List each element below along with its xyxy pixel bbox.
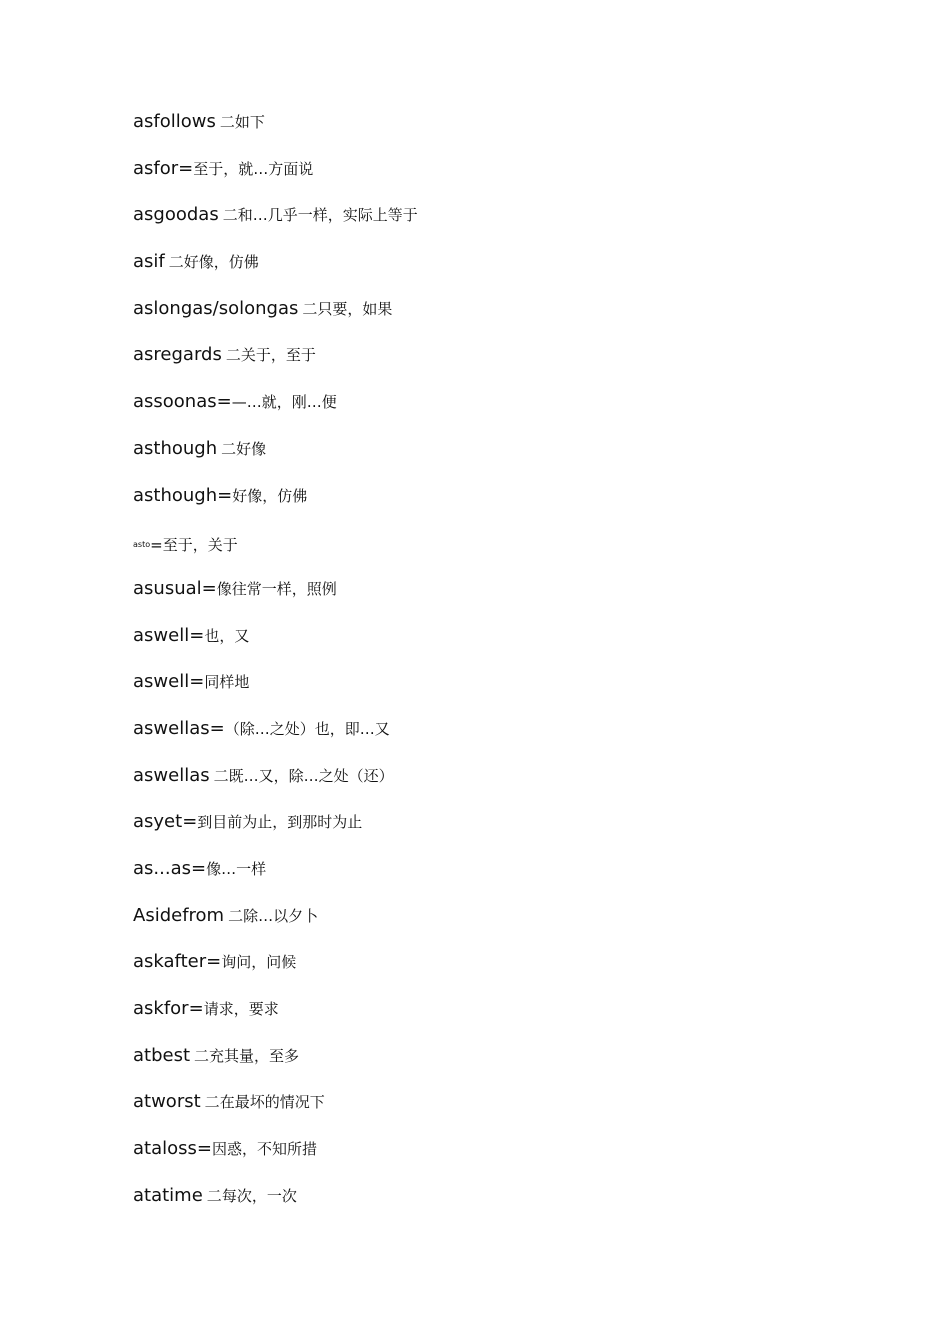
entry-gloss: 同样地: [204, 673, 250, 692]
entry-separator: 二: [168, 253, 184, 272]
entry-separator: 二: [206, 1186, 222, 1205]
entry-gloss: 除…以夕卜: [243, 906, 319, 925]
entry-term: asyet: [133, 811, 183, 833]
entry-gloss: 既…又，除…之处（还）: [228, 766, 394, 785]
entry-separator: 二: [221, 439, 237, 458]
entry-gloss: （除…之处）也，即…又: [224, 719, 390, 738]
vocabulary-entry: [133, 808, 893, 855]
entry-separator: =: [189, 671, 205, 693]
entry-gloss: 请求，要求: [203, 1000, 279, 1019]
entry-term: aslongas/solongas: [133, 297, 299, 319]
vocabulary-entry: [133, 248, 893, 295]
vocabulary-entry: [133, 948, 893, 995]
vocabulary-entry: [133, 855, 893, 902]
vocabulary-entry: [133, 435, 893, 482]
entry-separator: =: [189, 624, 205, 646]
vocabulary-entry: [133, 201, 893, 248]
entry-term: as...as: [133, 858, 191, 879]
vocabulary-entry: [133, 995, 893, 1042]
vocabulary-entry: [133, 668, 893, 715]
vocabulary-entry: [133, 715, 893, 762]
entry-separator: 二: [213, 766, 229, 785]
entry-gloss: 关于，至于: [240, 346, 316, 365]
entry-separator: =: [150, 536, 163, 555]
entry-separator: 二: [204, 1093, 220, 1112]
entry-gloss: 也，又: [204, 626, 250, 645]
entry-term: asusual: [133, 577, 202, 599]
entry-separator: =: [182, 811, 198, 833]
entry-separator: 二: [228, 906, 244, 925]
entry-gloss: —…就，刚…便: [231, 393, 337, 412]
entry-term: aswellas: [133, 764, 210, 786]
entry-term: aswell: [133, 671, 190, 693]
entry-separator: 二: [194, 1046, 210, 1065]
entry-separator: 二: [219, 113, 235, 131]
entry-term: Asidefrom: [133, 904, 225, 926]
vocabulary-entry: [133, 295, 893, 342]
entry-gloss: 如下: [234, 113, 265, 131]
entry-term: aswell: [133, 624, 190, 646]
vocabulary-entry: [133, 155, 893, 202]
entry-separator: =: [188, 998, 204, 1020]
vocabulary-entry: [133, 388, 893, 435]
entry-gloss: 像往常一样，照例: [216, 579, 337, 598]
entry-separator: =: [209, 717, 225, 739]
entry-gloss: 至于，关于: [162, 536, 238, 555]
entry-term: asthough: [133, 437, 218, 459]
entry-gloss: 至于，就…方面说: [193, 159, 314, 178]
entry-gloss: 好像，仿佛: [232, 486, 308, 505]
entry-term: atatime: [133, 1184, 203, 1206]
entry-gloss: 好像: [236, 439, 267, 458]
entry-separator: =: [206, 951, 222, 973]
entry-separator: =: [178, 157, 194, 179]
entry-gloss: 在最坏的情况下: [219, 1093, 325, 1112]
entry-separator: =: [190, 858, 207, 879]
entry-term: asthough: [133, 484, 218, 506]
entry-separator: =: [217, 484, 233, 506]
entry-gloss: 到目前为止，到那时为止: [197, 813, 363, 832]
entry-gloss: 每次，一次: [221, 1186, 297, 1205]
entry-term: asif: [133, 251, 165, 273]
vocabulary-entry: [133, 108, 893, 155]
vocabulary-entry: [133, 528, 893, 575]
entry-term: asfollows: [133, 111, 216, 132]
entry-term: aswellas: [133, 717, 210, 739]
entry-gloss: 好像，仿佛: [183, 253, 259, 272]
vocabulary-entry: [133, 1042, 893, 1089]
entry-term: atworst: [133, 1091, 201, 1113]
vocabulary-entry: [133, 902, 893, 949]
entry-separator: =: [216, 391, 232, 413]
vocabulary-entry: [133, 575, 893, 622]
entry-gloss: 询问，问候: [221, 953, 297, 972]
vocabulary-entry: [133, 341, 893, 388]
entry-gloss: 只要，如果: [317, 299, 393, 318]
entry-term: askfor: [133, 998, 189, 1020]
entry-term: asto: [133, 540, 151, 550]
entry-term: asregards: [133, 344, 222, 366]
entry-separator: 二: [302, 299, 318, 318]
entry-term: asgoodas: [133, 204, 219, 226]
vocabulary-entry: [133, 762, 893, 809]
entry-gloss: 和…几乎一样，实际上等于: [237, 206, 418, 225]
vocabulary-entry: [133, 1135, 893, 1182]
entry-term: ataloss: [133, 1138, 197, 1160]
vocabulary-list: [133, 108, 893, 1229]
entry-gloss: 因惑，不知所措: [211, 1140, 317, 1159]
vocabulary-entry: [133, 1088, 893, 1135]
entry-term: asfor: [133, 157, 179, 179]
entry-separator: 二: [222, 206, 238, 225]
entry-term: atbest: [133, 1044, 191, 1066]
entry-term: assoonas: [133, 391, 217, 413]
entry-gloss: 像…一样: [206, 860, 267, 878]
vocabulary-entry: [133, 1182, 893, 1229]
entry-term: askafter: [133, 951, 207, 973]
entry-gloss: 充其量，至多: [209, 1046, 300, 1065]
entry-separator: =: [201, 577, 217, 599]
entry-separator: 二: [225, 346, 241, 365]
vocabulary-entry: [133, 622, 893, 669]
entry-separator: =: [196, 1138, 212, 1160]
vocabulary-entry: [133, 482, 893, 529]
